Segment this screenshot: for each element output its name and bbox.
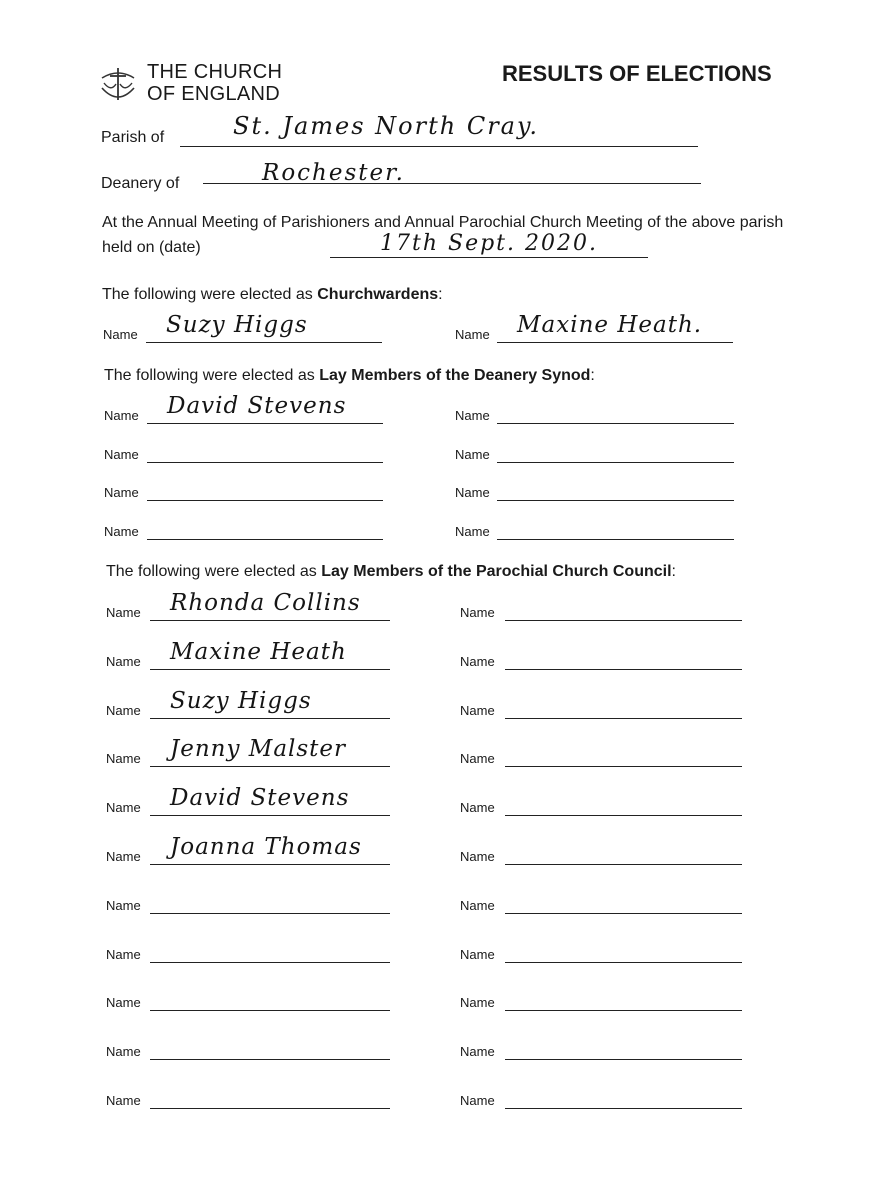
deanery-synod-right-name-label-3: Name <box>455 485 490 500</box>
pcc-right-name-line-5 <box>505 815 742 816</box>
deanery-synod-right-name-label-4: Name <box>455 523 490 539</box>
church-of-england-logo-icon <box>97 62 139 104</box>
parish-line <box>180 146 698 147</box>
pcc-left-name-label-1: Name <box>106 605 141 620</box>
pcc-right-name-line-10 <box>505 1059 742 1060</box>
pcc-left-name-line-2 <box>150 669 390 670</box>
pcc-right-name-label-8: Name <box>460 946 495 962</box>
pcc-right-name-label-10: Name <box>460 1044 495 1060</box>
deanery-synod-left-name-line-4 <box>147 539 383 540</box>
deanery-synod-left-name-line-2 <box>147 462 383 463</box>
churchwarden-left-name-value-1: Suzy Higgs <box>166 312 308 338</box>
pcc-left-name-label-8: Name <box>106 946 141 962</box>
pcc-left-name-value-3: Suzy Higgs <box>170 687 312 714</box>
deanery-synod-left-name-line-1 <box>147 423 383 424</box>
pcc-left-name-line-10 <box>150 1059 390 1060</box>
pcc-left-name-line-9 <box>150 1010 390 1011</box>
churchwarden-right-name-label-1: Name <box>455 327 490 342</box>
pcc-right-name-label-7: Name <box>460 897 495 913</box>
org-line-1: THE CHURCH <box>147 61 283 83</box>
pcc-right-name-line-8 <box>505 962 742 963</box>
deanery-synod-right-name-line-1 <box>497 423 734 424</box>
pcc-left-name-line-11 <box>150 1108 390 1109</box>
pcc-left-name-label-10: Name <box>106 1044 141 1060</box>
deanery-synod-left-name-label-1: Name <box>104 408 139 423</box>
deanery-synod-right-name-label-2: Name <box>455 446 490 462</box>
pcc-left-name-label-9: Name <box>106 995 141 1011</box>
pcc-left-name-label-6: Name <box>106 849 141 864</box>
form-title: RESULTS OF ELECTIONS <box>502 61 772 86</box>
churchwarden-right-name-line-1 <box>497 342 733 343</box>
pcc-left-name-line-1 <box>150 620 390 621</box>
pcc-right-name-line-11 <box>505 1108 742 1109</box>
pcc-right-name-line-3 <box>505 718 742 719</box>
deanery-synod-right-name-label-1: Name <box>455 408 490 423</box>
churchwarden-right-name-value-1: Maxine Heath. <box>517 312 703 338</box>
deanery-synod-left-name-label-2: Name <box>104 446 139 462</box>
meeting-date: 17th Sept. 2020. <box>380 231 598 256</box>
pcc-left-name-value-4: Jenny Malster <box>170 736 347 763</box>
pcc-left-name-label-4: Name <box>106 751 141 767</box>
pcc-left-name-label-11: Name <box>106 1093 141 1108</box>
pcc-left-name-line-3 <box>150 718 390 719</box>
pcc-left-name-value-2: Maxine Heath <box>170 638 347 665</box>
pcc-right-name-line-9 <box>505 1010 742 1011</box>
pcc-right-name-label-3: Name <box>460 702 495 718</box>
pcc-left-name-label-2: Name <box>106 653 141 669</box>
pcc-left-name-label-7: Name <box>106 897 141 913</box>
pcc-right-name-label-4: Name <box>460 751 495 767</box>
pcc-left-name-line-5 <box>150 815 390 816</box>
organisation-name <box>147 61 282 105</box>
deanery-value: Rochester. <box>262 160 405 186</box>
meeting-date-line <box>330 257 648 258</box>
pcc-right-name-line-6 <box>505 864 742 865</box>
deanery-synod-right-name-line-4 <box>497 539 734 540</box>
pcc-right-name-line-4 <box>505 766 742 767</box>
deanery-synod-left-name-value-1: David Stevens <box>167 393 347 419</box>
parish-value: St. James North Cray. <box>233 112 539 140</box>
meeting-text: At the Annual Meeting of Parishioners and Annual Parochial Church Meeting of the above parish held on (date) <box>102 214 784 256</box>
pcc-left-name-value-1: Rhonda Collins <box>170 590 361 616</box>
pcc-right-name-label-1: Name <box>460 605 495 620</box>
deanery-synod-left-name-label-3: Name <box>104 485 139 500</box>
pcc-right-name-label-9: Name <box>460 995 495 1011</box>
pcc-right-name-label-5: Name <box>460 800 495 816</box>
pcc-left-name-line-7 <box>150 913 390 914</box>
pcc-left-name-value-6: Joanna Thomas <box>170 834 362 860</box>
deanery-synod-left-name-line-3 <box>147 500 383 501</box>
pcc-left-name-label-5: Name <box>106 800 141 816</box>
parish-label: Parish of <box>101 129 165 146</box>
churchwarden-left-name-line-1 <box>146 342 382 343</box>
pcc-right-name-label-11: Name <box>460 1093 495 1108</box>
pcc-right-name-label-6: Name <box>460 849 495 864</box>
churchwardens-heading: The following were elected as Churchwardens: <box>102 286 443 303</box>
org-line-2: OF ENGLAND <box>147 83 281 105</box>
pcc-heading: The following were elected as Lay Members of the Parochial Church Council: <box>106 563 676 580</box>
pcc-right-name-line-1 <box>505 620 742 621</box>
pcc-right-name-line-7 <box>505 913 742 914</box>
pcc-left-name-line-4 <box>150 766 390 767</box>
deanery-label: Deanery of <box>101 175 180 192</box>
deanery-synod-heading: The following were elected as Lay Members of the Deanery Synod: <box>104 367 595 384</box>
pcc-right-name-line-2 <box>505 669 742 670</box>
deanery-synod-right-name-line-2 <box>497 462 734 463</box>
deanery-synod-left-name-label-4: Name <box>104 523 139 539</box>
pcc-left-name-line-8 <box>150 962 390 963</box>
deanery-synod-right-name-line-3 <box>497 500 734 501</box>
pcc-left-name-line-6 <box>150 864 390 865</box>
pcc-left-name-label-3: Name <box>106 702 141 718</box>
pcc-right-name-label-2: Name <box>460 653 495 669</box>
churchwarden-left-name-label-1: Name <box>103 327 138 342</box>
pcc-left-name-value-5: David Stevens <box>170 785 350 812</box>
